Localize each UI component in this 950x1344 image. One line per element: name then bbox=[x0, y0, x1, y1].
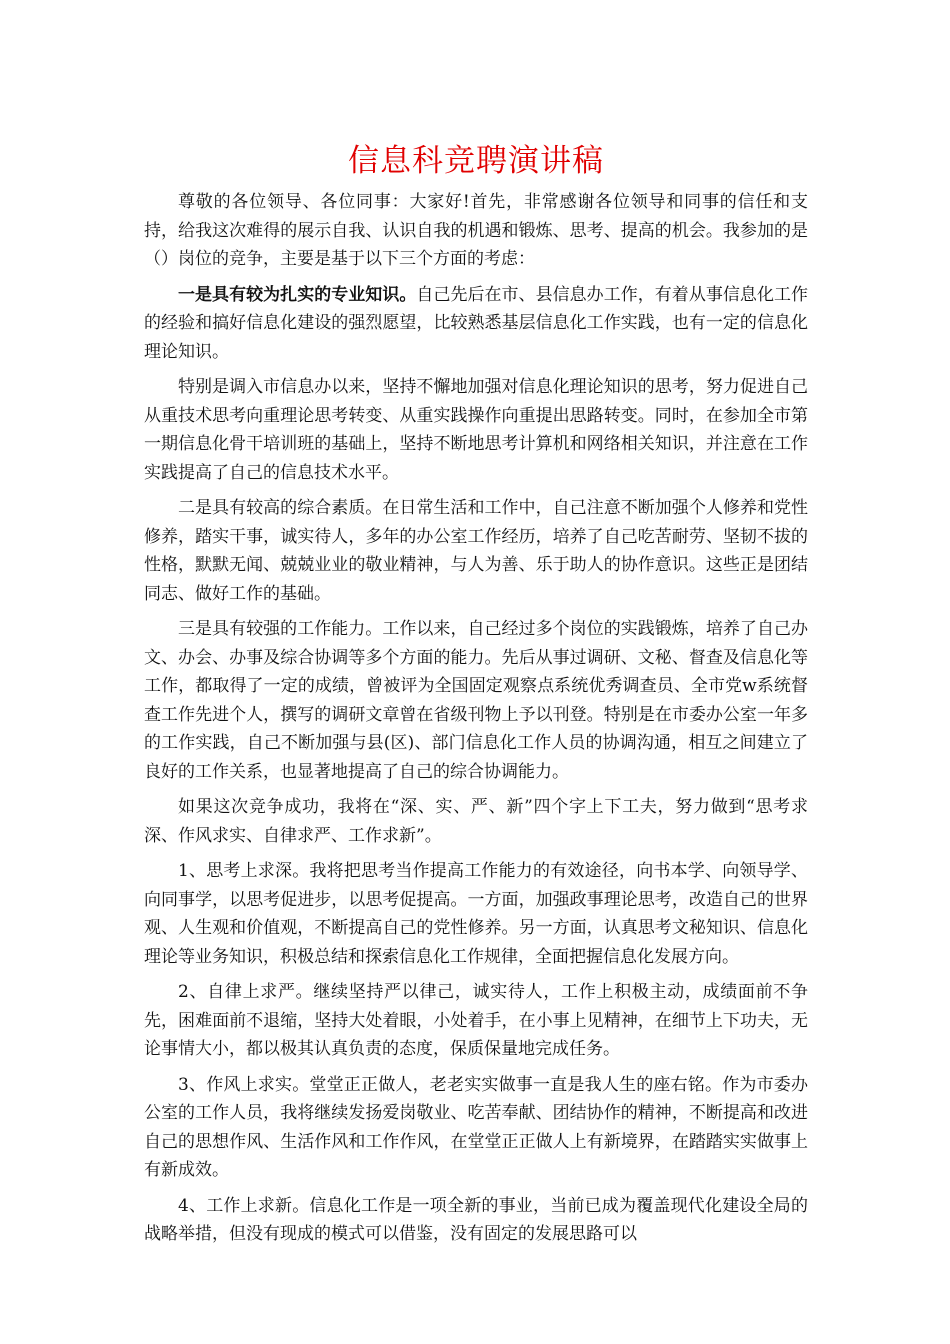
paragraph-text: 特别是调入市信息办以来，坚持不懈地加强对信息化理论知识的思考，努力促进自己从重技术思考向重理论思考转变、从重实践操作向重提出思路转变。同时，在参加全市第一期信息化骨干培训班的基础上，坚持不断地思考计算机和网络相关知识，并注意在工作实践提高了自己的信息技术水平。 bbox=[144, 377, 808, 483]
document-title: 信息科竞聘演讲稿 bbox=[348, 143, 604, 179]
paragraph-item-4 bbox=[144, 1192, 808, 1249]
paragraph-text: 尊敬的各位领导、各位同事：大家好!首先，非常感谢各位领导和同事的信任和支持，给我这次难得的展示自我、认识自我的机遇和锻炼、思考、提高的机会。我参加的是（）岗位的竞争，主要是基于以下三个方面的考虑： bbox=[144, 192, 808, 269]
paragraph-point-three bbox=[144, 615, 808, 786]
paragraph-text: 三是具有较强的工作能力。工作以来，自己经过多个岗位的实践锻炼，培养了自己办文、办会、办事及综合协调等多个方面的能力。先后从事过调研、文秘、督查及信息化等工作，都取得了一定的成绩，曾被评为全国固定观察点系统优秀调查员、全市党w系统督查工作先进个人，撰写的调研文章曾在省级刊物上予以刊登。特别是在市委办公室一年多的工作实践，自己不断加强与县(区)、部门信息化工作人员的协调沟通，相互之间建立了良好的工作关系，也显著地提高了自己的综合协调能力。 bbox=[144, 619, 808, 782]
paragraph-study bbox=[144, 373, 808, 487]
paragraph-text: 如果这次竞争成功，我将在“深、实、严、新”四个字上下工夫，努力做到“思考求深、作风求实、自律求严、工作求新”。 bbox=[144, 797, 808, 846]
paragraph-text: 自己先后在市、县信息办工作，有着从事信息化工作的经验和搞好信息化建设的强烈愿望，比较熟悉基层信息化工作实践，也有一定的信息化理论知识。 bbox=[144, 284, 809, 362]
paragraph-item-3 bbox=[144, 1071, 808, 1185]
paragraph-text: 4、工作上求新。信息化工作是一项全新的事业，当前已成为覆盖现代化建设全局的战略举措，但没有现成的模式可以借鉴，没有固定的发展思路可以 bbox=[144, 1195, 808, 1244]
paragraph-lead: 一是具有较为扎实的专业知识。 bbox=[178, 284, 417, 305]
paragraph-greeting bbox=[144, 188, 808, 274]
paragraph-text: 1、思考上求深。我将把思考当作提高工作能力的有效途径，向书本学、向领导学、向同事学，以思考促进步，以思考促提高。一方面，加强政事理论思考，改造自己的世界观、人生观和价值观，不断提高自己的党性修养。另一方面，认真思考文秘知识、信息化理论等业务知识，积极总结和探索信息化工作规律，全面把握信息化发展方向。 bbox=[144, 861, 808, 967]
document-page bbox=[144, 138, 808, 1256]
paragraph-text: 二是具有较高的综合素质。在日常生活和工作中，自己注意不断加强个人修养和党性修养，踏实干事，诚实待人，多年的办公室工作经历，培养了自己吃苦耐劳、坚韧不拔的性格，默默无闻、兢兢业业的敬业精神，与人为善、乐于助人的协作意识。这些正是团结同志、做好工作的基础。 bbox=[144, 498, 808, 604]
paragraph-point-one bbox=[144, 281, 808, 367]
paragraph-point-two bbox=[144, 494, 808, 608]
paragraph-item-1 bbox=[144, 857, 808, 971]
paragraph-text: 3、作风上求实。堂堂正正做人，老老实实做事一直是我人生的座右铭。作为市委办公室的工作人员，我将继续发扬爱岗敬业、吃苦奉献、团结协作的精神，不断提高和改进自己的思想作风、生活作风和工作作风，在堂堂正正做人上有新境界，在踏踏实实做事上有新成效。 bbox=[144, 1074, 808, 1180]
paragraph-text: 2、自律上求严。继续坚持严以律己，诚实待人，工作上积极主动，成绩面前不争先，困难面前不退缩，坚持大处着眼，小处着手，在小事上见精神，在细节上下功夫，无论事情大小，都以极其认真负责的态度，保质保量地完成任务。 bbox=[144, 982, 808, 1059]
paragraph-item-2 bbox=[144, 978, 808, 1064]
paragraph-commitment bbox=[144, 793, 808, 850]
